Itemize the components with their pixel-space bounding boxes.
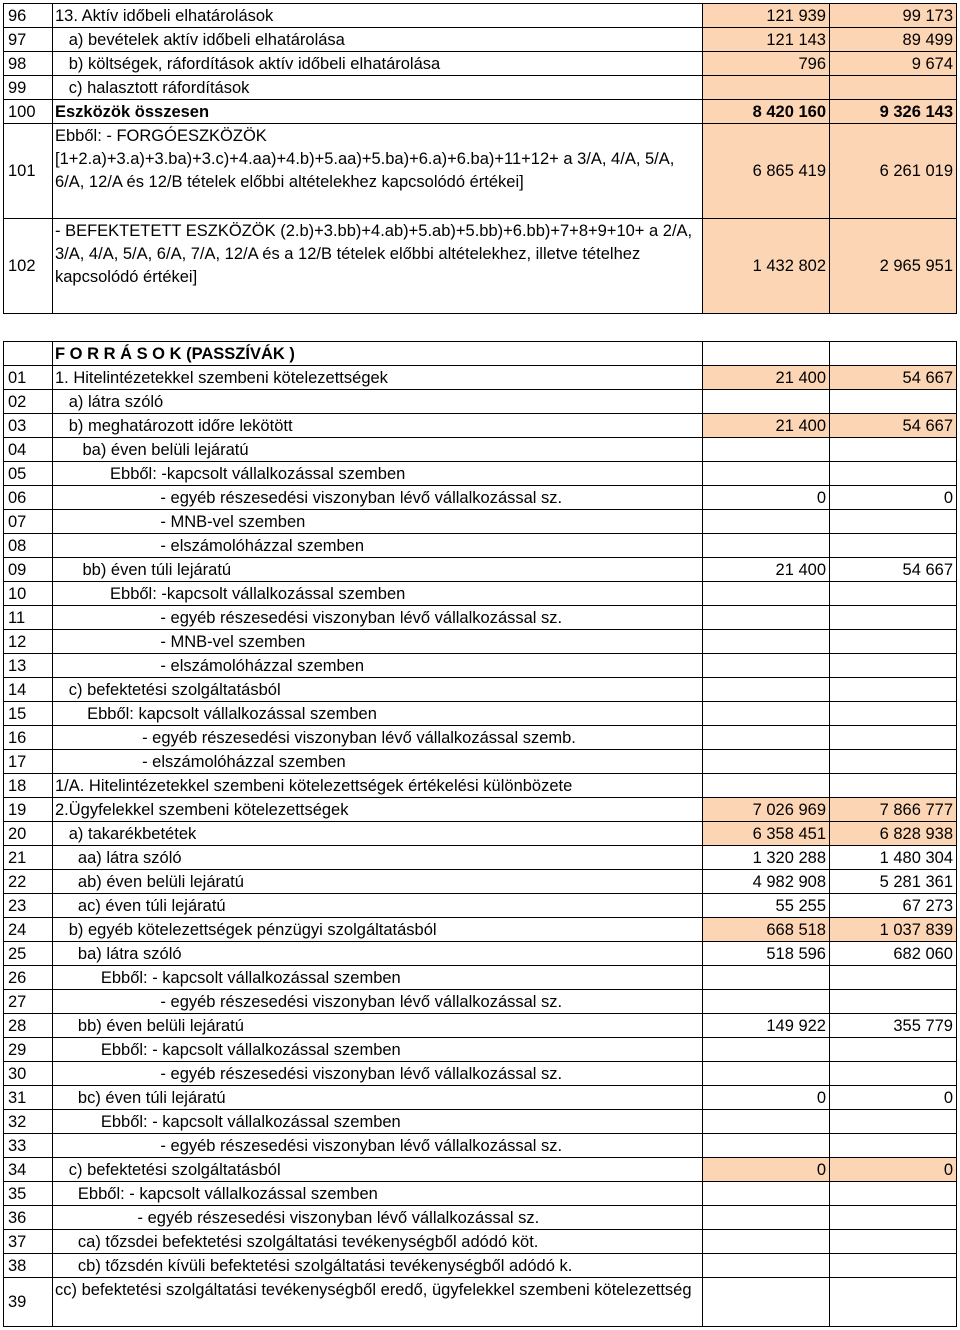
value-cell-2: 54 667 xyxy=(830,366,957,390)
description-cell: Ebből: -kapcsolt vállalkozással szemben xyxy=(53,582,703,606)
value-cell-1 xyxy=(703,1062,830,1086)
description-cell: b) költségek, ráfordítások aktív időbeli elhatárolása xyxy=(53,52,703,76)
row-number-cell: 16 xyxy=(4,726,53,750)
description-cell: - elszámolóházzal szemben xyxy=(53,654,703,678)
value-cell-1: 21 400 xyxy=(703,414,830,438)
value-cell-1 xyxy=(703,1182,830,1206)
value-cell-1: 6 865 419 xyxy=(703,124,830,219)
table-row xyxy=(4,702,957,726)
value-cell-1 xyxy=(703,534,830,558)
value-cell-2 xyxy=(830,582,957,606)
value-cell-2 xyxy=(830,750,957,774)
row-number-cell: 99 xyxy=(4,76,53,100)
value-cell-2: 54 667 xyxy=(830,414,957,438)
description-cell: ac) éven túli lejáratú xyxy=(53,894,703,918)
section-header-row xyxy=(4,342,957,366)
value-cell-1 xyxy=(703,606,830,630)
value-cell-2: 1 037 839 xyxy=(830,918,957,942)
value-cell-1 xyxy=(703,630,830,654)
description-cell: - egyéb részesedési viszonyban lévő vállalkozással sz. xyxy=(53,486,703,510)
row-number-cell: 25 xyxy=(4,942,53,966)
value-cell-1: 796 xyxy=(703,52,830,76)
value-cell-1: 0 xyxy=(703,1158,830,1182)
row-number-cell: 10 xyxy=(4,582,53,606)
value-cell-1 xyxy=(703,582,830,606)
table-row xyxy=(4,798,957,822)
description-cell: b) meghatározott időre lekötött xyxy=(53,414,703,438)
table-row xyxy=(4,1062,957,1086)
value-cell-2 xyxy=(830,654,957,678)
value-cell-2 xyxy=(830,678,957,702)
row-number-cell: 32 xyxy=(4,1110,53,1134)
row-number-cell: 30 xyxy=(4,1062,53,1086)
description-cell: - egyéb részesedési viszonyban lévő vállalkozással sz. xyxy=(53,1134,703,1158)
table-row xyxy=(4,1230,957,1254)
value-cell-1 xyxy=(703,342,830,366)
row-number-cell: 20 xyxy=(4,822,53,846)
row-number-cell: 18 xyxy=(4,774,53,798)
value-cell-1: 1 432 802 xyxy=(703,219,830,314)
value-cell-1 xyxy=(703,1254,830,1278)
value-cell-1: 21 400 xyxy=(703,558,830,582)
row-number-cell: 05 xyxy=(4,462,53,486)
value-cell-2: 0 xyxy=(830,1158,957,1182)
value-cell-1: 518 596 xyxy=(703,942,830,966)
description-cell: c) befektetési szolgáltatásból xyxy=(53,1158,703,1182)
table-row xyxy=(4,462,957,486)
row-number-cell: 11 xyxy=(4,606,53,630)
row-number-cell: 100 xyxy=(4,100,53,124)
value-cell-1: 0 xyxy=(703,1086,830,1110)
description-cell: b) egyéb kötelezettségek pénzügyi szolgáltatásból xyxy=(53,918,703,942)
row-number-cell: 29 xyxy=(4,1038,53,1062)
value-cell-1 xyxy=(703,510,830,534)
value-cell-1 xyxy=(703,654,830,678)
row-number-cell: 39 xyxy=(4,1278,53,1327)
value-cell-1 xyxy=(703,1278,830,1327)
value-cell-2 xyxy=(830,1206,957,1230)
table-row xyxy=(4,582,957,606)
description-cell: 2.Ügyfelekkel szembeni kötelezettségek xyxy=(53,798,703,822)
value-cell-1 xyxy=(703,750,830,774)
value-cell-1 xyxy=(703,1206,830,1230)
value-cell-1: 6 358 451 xyxy=(703,822,830,846)
row-number-cell: 02 xyxy=(4,390,53,414)
value-cell-2: 1 480 304 xyxy=(830,846,957,870)
description-cell: a) látra szóló xyxy=(53,390,703,414)
row-number-cell: 23 xyxy=(4,894,53,918)
value-cell-2 xyxy=(830,390,957,414)
description-cell: bc) éven túli lejáratú xyxy=(53,1086,703,1110)
description-cell: ba) éven belüli lejáratú xyxy=(53,438,703,462)
row-number-cell: 36 xyxy=(4,1206,53,1230)
value-cell-2 xyxy=(830,1230,957,1254)
value-cell-2 xyxy=(830,438,957,462)
description-cell: - BEFEKTETETT ESZKÖZÖK (2.b)+3.bb)+4.ab)+5.ab)+5.bb)+6.bb)+7+8+9+10+ a 2/A, 3/A, 4/A, 5/A, 6/A, 7/A, 12/A és a 12/B tételek előbbi altételekhez, illetve tételhez kapcsolódó értékei] xyxy=(53,219,703,314)
description-cell: ba) látra szóló xyxy=(53,942,703,966)
description-cell: Ebből: - kapcsolt vállalkozással szemben xyxy=(53,966,703,990)
row-number-cell: 27 xyxy=(4,990,53,1014)
table-row xyxy=(4,1158,957,1182)
value-cell-2 xyxy=(830,726,957,750)
row-number-cell: 24 xyxy=(4,918,53,942)
row-number-cell: 19 xyxy=(4,798,53,822)
value-cell-2 xyxy=(830,774,957,798)
table-row xyxy=(4,894,957,918)
value-cell-2: 5 281 361 xyxy=(830,870,957,894)
description-cell: Ebből: kapcsolt vállalkozással szemben xyxy=(53,702,703,726)
row-number-cell: 15 xyxy=(4,702,53,726)
row-number-cell: 28 xyxy=(4,1014,53,1038)
value-cell-1 xyxy=(703,462,830,486)
value-cell-2: 54 667 xyxy=(830,558,957,582)
value-cell-2: 9 326 143 xyxy=(830,100,957,124)
value-cell-2 xyxy=(830,1062,957,1086)
table-row xyxy=(4,822,957,846)
value-cell-1: 1 320 288 xyxy=(703,846,830,870)
table-row xyxy=(4,52,957,76)
table-row xyxy=(4,1014,957,1038)
value-cell-2 xyxy=(830,1038,957,1062)
description-cell: c) halasztott ráfordítások xyxy=(53,76,703,100)
row-number-cell: 13 xyxy=(4,654,53,678)
value-cell-1: 149 922 xyxy=(703,1014,830,1038)
table-row xyxy=(4,918,957,942)
value-cell-2: 355 779 xyxy=(830,1014,957,1038)
description-cell: - egyéb részesedési viszonyban lévő vállalkozással sz. xyxy=(53,1062,703,1086)
value-cell-2 xyxy=(830,510,957,534)
table-row xyxy=(4,486,957,510)
value-cell-2 xyxy=(830,342,957,366)
value-cell-2 xyxy=(830,990,957,1014)
value-cell-1: 121 939 xyxy=(703,4,830,28)
value-cell-2: 6 828 938 xyxy=(830,822,957,846)
row-number-cell: 08 xyxy=(4,534,53,558)
row-number-cell: 17 xyxy=(4,750,53,774)
table-row xyxy=(4,726,957,750)
liabilities-table xyxy=(3,341,957,1327)
row-number-cell: 21 xyxy=(4,846,53,870)
value-cell-2 xyxy=(830,534,957,558)
value-cell-1 xyxy=(703,1110,830,1134)
value-cell-1: 0 xyxy=(703,486,830,510)
table-row xyxy=(4,390,957,414)
value-cell-1 xyxy=(703,76,830,100)
table-row xyxy=(4,654,957,678)
table-row xyxy=(4,28,957,52)
value-cell-1: 121 143 xyxy=(703,28,830,52)
table-row xyxy=(4,100,957,124)
row-number-cell: 14 xyxy=(4,678,53,702)
value-cell-2 xyxy=(830,1134,957,1158)
value-cell-2 xyxy=(830,1110,957,1134)
value-cell-2 xyxy=(830,966,957,990)
table-row xyxy=(4,510,957,534)
table-row xyxy=(4,990,957,1014)
value-cell-2: 682 060 xyxy=(830,942,957,966)
row-number-cell: 03 xyxy=(4,414,53,438)
row-number-cell: 01 xyxy=(4,366,53,390)
table-row xyxy=(4,774,957,798)
description-cell: Ebből: - kapcsolt vállalkozással szemben xyxy=(53,1182,703,1206)
row-number-cell: 33 xyxy=(4,1134,53,1158)
value-cell-2: 99 173 xyxy=(830,4,957,28)
table-row xyxy=(4,4,957,28)
description-cell: aa) látra szóló xyxy=(53,846,703,870)
row-number-cell: 22 xyxy=(4,870,53,894)
description-cell: c) befektetési szolgáltatásból xyxy=(53,678,703,702)
description-cell: Ebből: -kapcsolt vállalkozással szemben xyxy=(53,462,703,486)
value-cell-1 xyxy=(703,678,830,702)
row-number-cell: 37 xyxy=(4,1230,53,1254)
table-row xyxy=(4,1254,957,1278)
description-cell: 1/A. Hitelintézetekkel szembeni kötelezettségek értékelési különbözete xyxy=(53,774,703,798)
table-row xyxy=(4,942,957,966)
description-cell: cc) befektetési szolgáltatási tevékenységből eredő, ügyfelekkel szembeni kötelezettség xyxy=(53,1278,703,1327)
value-cell-1: 8 420 160 xyxy=(703,100,830,124)
description-cell: ab) éven belüli lejáratú xyxy=(53,870,703,894)
row-number-cell: 38 xyxy=(4,1254,53,1278)
section-title: F O R R Á S O K (PASSZÍVÁK ) xyxy=(53,342,703,366)
value-cell-1 xyxy=(703,390,830,414)
table-row xyxy=(4,678,957,702)
description-cell: - elszámolóházzal szemben xyxy=(53,750,703,774)
value-cell-2 xyxy=(830,462,957,486)
row-number-cell: 12 xyxy=(4,630,53,654)
description-cell: Eszközök összesen xyxy=(53,100,703,124)
table-row xyxy=(4,1038,957,1062)
value-cell-2: 0 xyxy=(830,1086,957,1110)
row-number-cell: 98 xyxy=(4,52,53,76)
description-cell: a) takarékbetétek xyxy=(53,822,703,846)
row-number-cell: 97 xyxy=(4,28,53,52)
table-row xyxy=(4,1206,957,1230)
description-cell: - MNB-vel szemben xyxy=(53,510,703,534)
table-row xyxy=(4,414,957,438)
description-cell: ca) tőzsdei befektetési szolgáltatási tevékenységből adódó köt. xyxy=(53,1230,703,1254)
table-row xyxy=(4,124,957,219)
table-row xyxy=(4,1110,957,1134)
table-row xyxy=(4,966,957,990)
value-cell-1: 7 026 969 xyxy=(703,798,830,822)
table-row xyxy=(4,558,957,582)
description-cell: - egyéb részesedési viszonyban lévő vállalkozással szemb. xyxy=(53,726,703,750)
table-row xyxy=(4,870,957,894)
row-number-cell: 34 xyxy=(4,1158,53,1182)
value-cell-1: 21 400 xyxy=(703,366,830,390)
value-cell-1 xyxy=(703,702,830,726)
value-cell-1: 55 255 xyxy=(703,894,830,918)
table-row xyxy=(4,750,957,774)
row-number-cell xyxy=(4,342,53,366)
value-cell-2 xyxy=(830,1278,957,1327)
row-number-cell: 07 xyxy=(4,510,53,534)
value-cell-2 xyxy=(830,702,957,726)
table-row xyxy=(4,534,957,558)
description-cell: - egyéb részesedési viszonyban lévő vállalkozással sz. xyxy=(53,606,703,630)
table-row xyxy=(4,219,957,314)
value-cell-1 xyxy=(703,1038,830,1062)
value-cell-2 xyxy=(830,1254,957,1278)
value-cell-2: 6 261 019 xyxy=(830,124,957,219)
value-cell-2: 67 273 xyxy=(830,894,957,918)
table-row xyxy=(4,76,957,100)
row-number-cell: 06 xyxy=(4,486,53,510)
description-cell: - elszámolóházzal szemben xyxy=(53,534,703,558)
value-cell-1 xyxy=(703,1134,830,1158)
description-cell: 1. Hitelintézetekkel szembeni kötelezettségek xyxy=(53,366,703,390)
description-cell: cb) tőzsdén kívüli befektetési szolgáltatási tevékenységből adódó k. xyxy=(53,1254,703,1278)
row-number-cell: 35 xyxy=(4,1182,53,1206)
value-cell-2: 0 xyxy=(830,486,957,510)
description-cell: 13. Aktív időbeli elhatárolások xyxy=(53,4,703,28)
value-cell-2: 9 674 xyxy=(830,52,957,76)
description-cell: Ebből: - FORGÓESZKÖZÖK [1+2.a)+3.a)+3.ba)+3.c)+4.aa)+4.b)+5.aa)+5.ba)+6.a)+6.ba)+11+12+ a 3/A, 4/A, 5/A, 6/A, 12/A és 12/B tételek előbbi altételekhez kapcsolódó értékei] xyxy=(53,124,703,219)
table-row xyxy=(4,630,957,654)
row-number-cell: 04 xyxy=(4,438,53,462)
description-cell: bb) éven belüli lejáratú xyxy=(53,1014,703,1038)
assets-table xyxy=(3,3,957,314)
row-number-cell: 102 xyxy=(4,219,53,314)
value-cell-1 xyxy=(703,990,830,1014)
description-cell: - MNB-vel szemben xyxy=(53,630,703,654)
description-cell: bb) éven túli lejáratú xyxy=(53,558,703,582)
row-number-cell: 96 xyxy=(4,4,53,28)
value-cell-1 xyxy=(703,966,830,990)
row-number-cell: 31 xyxy=(4,1086,53,1110)
table-row xyxy=(4,438,957,462)
description-cell: - egyéb részesedési viszonyban lévő vállalkozással sz. xyxy=(53,1206,703,1230)
value-cell-1 xyxy=(703,726,830,750)
table-row xyxy=(4,366,957,390)
value-cell-1: 4 982 908 xyxy=(703,870,830,894)
description-cell: Ebből: - kapcsolt vállalkozással szemben xyxy=(53,1038,703,1062)
table-row xyxy=(4,1086,957,1110)
value-cell-2 xyxy=(830,606,957,630)
row-number-cell: 26 xyxy=(4,966,53,990)
value-cell-2: 2 965 951 xyxy=(830,219,957,314)
value-cell-1: 668 518 xyxy=(703,918,830,942)
value-cell-2 xyxy=(830,630,957,654)
row-number-cell: 101 xyxy=(4,124,53,219)
value-cell-1 xyxy=(703,438,830,462)
description-cell: Ebből: - kapcsolt vállalkozással szemben xyxy=(53,1110,703,1134)
description-cell: a) bevételek aktív időbeli elhatárolása xyxy=(53,28,703,52)
table-row xyxy=(4,1134,957,1158)
table-row xyxy=(4,1278,957,1327)
value-cell-2: 89 499 xyxy=(830,28,957,52)
row-number-cell: 09 xyxy=(4,558,53,582)
table-row xyxy=(4,1182,957,1206)
table-row xyxy=(4,846,957,870)
value-cell-1 xyxy=(703,1230,830,1254)
value-cell-2: 7 866 777 xyxy=(830,798,957,822)
description-cell: - egyéb részesedési viszonyban lévő vállalkozással sz. xyxy=(53,990,703,1014)
value-cell-2 xyxy=(830,76,957,100)
table-row xyxy=(4,606,957,630)
value-cell-1 xyxy=(703,774,830,798)
value-cell-2 xyxy=(830,1182,957,1206)
